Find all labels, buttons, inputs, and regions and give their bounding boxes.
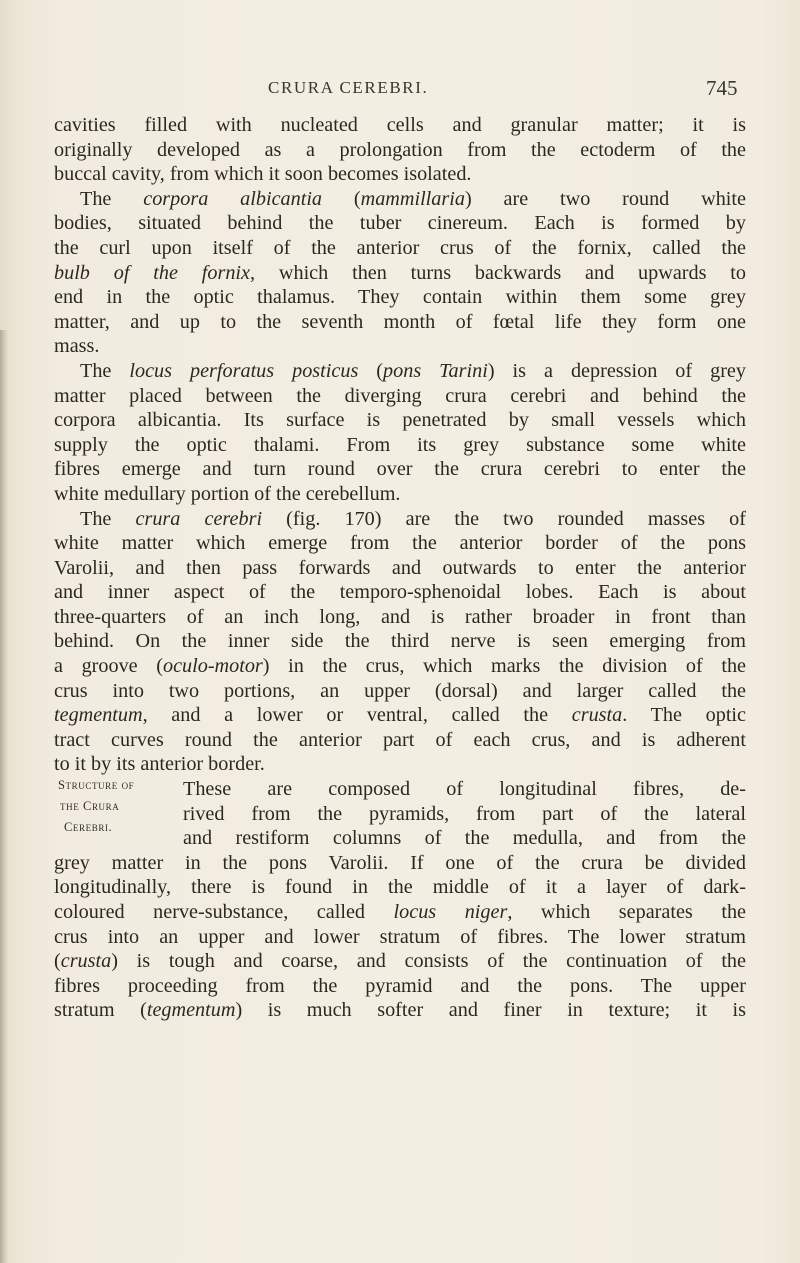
page-gutter-shadow (0, 330, 8, 1263)
term-tegmentum: tegmentum (146, 999, 236, 1022)
term-crusta: crusta (571, 704, 623, 727)
text-line: behind. On the inner side the third nerve is seen emerging from (54, 630, 746, 653)
text-line: stratum (tegmentum) is much softer and finer in texture; it is (54, 999, 746, 1022)
text-line: cavities filled with nucleated cells and granular matter; it is (54, 114, 746, 136)
body-text (54, 113, 746, 1023)
text-line: corpora albicantia. Its surface is penetrated by small vessels which (54, 409, 746, 432)
text-line: the curl upon itself of the anterior crus of the fornix, called the (54, 236, 746, 259)
term-locus-niger: locus niger (393, 901, 508, 923)
text-line: to it by its anterior border. (54, 753, 265, 776)
text-line: buccal cavity, from which it soon becomes isolated. (54, 163, 472, 186)
text-line: fibres emerge and turn round over the crura cerebri to enter the (54, 458, 746, 481)
running-head-title: CRURA CEREBRI. (268, 78, 429, 97)
text-line: bulb of the fornix, which then turns backwards and upwards to (54, 261, 746, 284)
text-line: tegmentum, and a lower or ventral, called the crusta. The optic (54, 704, 746, 727)
text-line: and restiform columns of the medulla, and from the (183, 827, 746, 850)
text-line: three-quarters of an inch long, and is rather broader in front than (54, 605, 746, 628)
text-line: matter placed between the diverging crura cerebri and behind the (54, 384, 746, 407)
text-line: (crusta) is tough and coarse, and consists of the continuation of the (54, 950, 746, 973)
text-line: longitudinally, there is found in the middle of it a layer of dark- (54, 876, 746, 899)
text-line: crus into an upper and lower stratum of fibres. The lower stratum (54, 925, 746, 948)
text-line: bodies, situated behind the tuber cinereum. Each is formed by (54, 212, 746, 235)
text-line: white matter which emerge from the anterior border of the pons (54, 532, 746, 555)
text-line: crus into two portions, an upper (dorsal) and larger called the (54, 679, 746, 702)
term-tegmentum: tegmentum (54, 704, 143, 727)
marginal-note-line-2: the Crura (60, 799, 120, 813)
marginal-note-line-3: Cerebri. (64, 820, 113, 834)
text-line: Varolii, and then pass forwards and outwards to enter the anterior (54, 556, 746, 579)
text-line: rived from the pyramids, from part of the lateral (183, 802, 746, 825)
text-line: grey matter in the pons Varolii. If one of the crura be divided (54, 851, 746, 874)
text-line: coloured nerve-substance, called locus niger, which separates the (54, 901, 746, 923)
text-line: and inner aspect of the temporo-sphenoidal lobes. Each is about (54, 581, 746, 604)
term-crura-cerebri: crura cerebri (135, 507, 263, 530)
text-line: white medullary portion of the cerebellum. (54, 482, 401, 505)
text-line: matter, and up to the seventh month of fœtal life they form one (54, 310, 746, 333)
term-crusta: crusta (60, 950, 112, 973)
page-number: 745 (706, 76, 738, 100)
text-line: The crura cerebri (fig. 170) are the two rounded masses of (80, 507, 746, 530)
text-line: originally developed as a prolongation from the ectoderm of the (54, 138, 746, 161)
text-line: fibres proceeding from the pyramid and the pons. The upper (54, 974, 746, 997)
text-line: end in the optic thalamus. They contain within them some grey (54, 286, 746, 309)
marginal-note-line-1: Structure of (58, 778, 135, 792)
term-pons-tarini: pons Tarini (383, 359, 488, 382)
text-line: supply the optic thalami. From its grey substance some white (54, 433, 746, 456)
text-line: mass. (54, 335, 100, 358)
term-oculo-motor: oculo-motor (162, 655, 263, 678)
term-corpora-albicantia: corpora albicantia (143, 187, 323, 210)
text-line: The locus perforatus posticus (pons Tarini) is a depression of grey (80, 359, 746, 382)
running-head (0, 78, 800, 104)
text-line: The corpora albicantia (mammillaria) are two round white (80, 187, 746, 210)
text-line: a groove (oculo-motor) in the crus, which marks the division of the (54, 655, 746, 678)
term-locus-perforatus-posticus: locus perforatus posticus (129, 359, 359, 382)
term-mammillaria: mammillaria (360, 187, 465, 210)
text-line: tract curves round the anterior part of each crus, and is adherent (54, 728, 746, 751)
term-bulb-of-fornix: bulb of the fornix (54, 261, 251, 284)
text-line: These are composed of longitudinal fibres, de- (183, 778, 746, 801)
